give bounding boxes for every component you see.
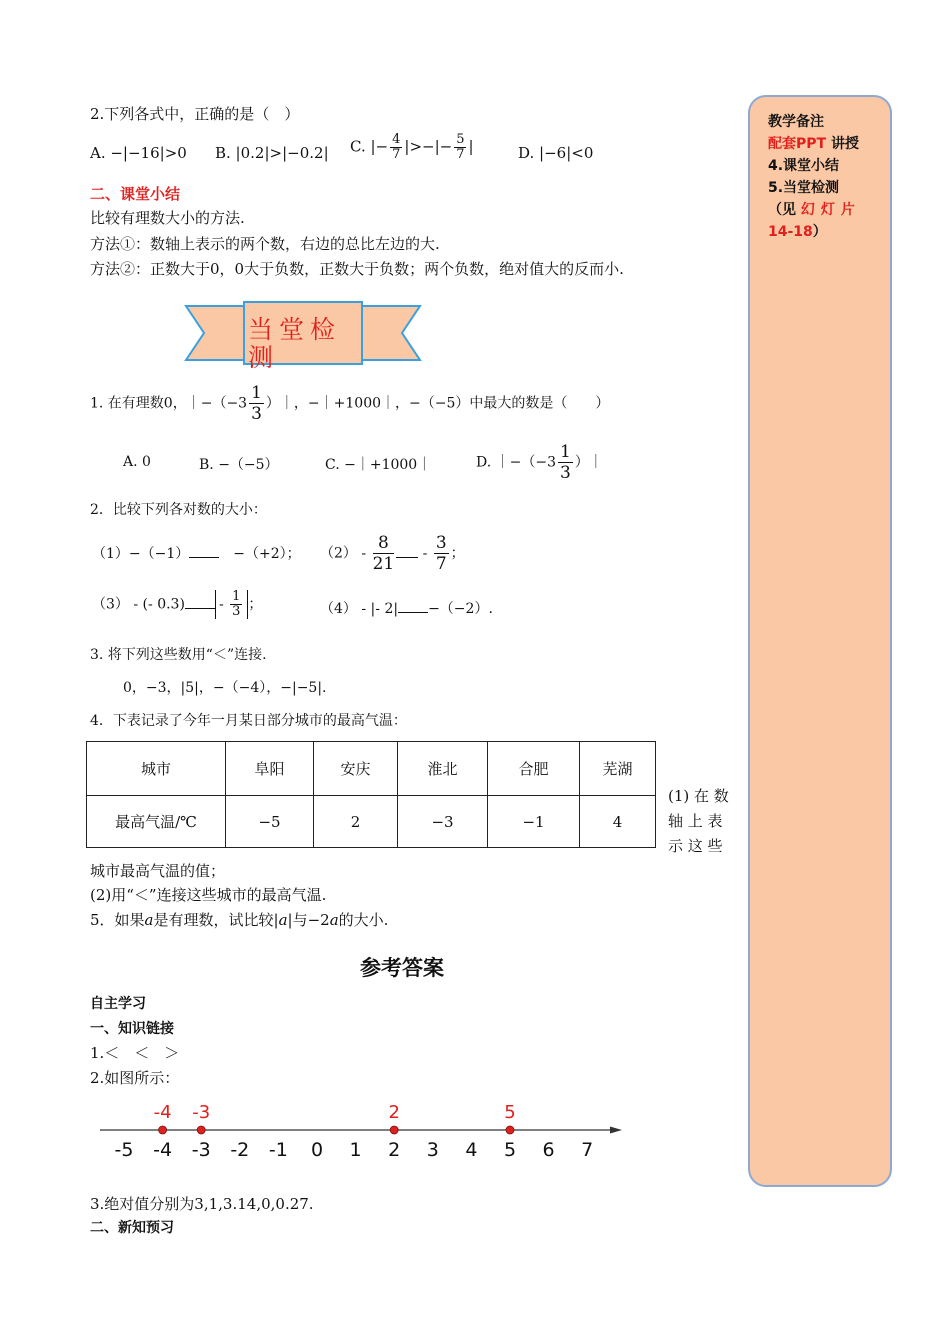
summary-heading: 二、课堂小结 (90, 185, 181, 203)
fraction-denominator: 3 (251, 404, 262, 424)
number-line-tick-label: -1 (268, 1139, 288, 1161)
number-line-point (197, 1126, 205, 1134)
test-question-2-stem: 2．比较下列各对数的大小： (90, 502, 267, 518)
question-2-stem: 2.下列各式中，正确的是（ ） (90, 105, 300, 123)
option-c-prefix: C. |− (350, 137, 389, 156)
number-line-arrow (610, 1127, 622, 1134)
test-question-3-stem: 3. 将下列这些数用“＜”连接. (90, 647, 267, 663)
q2-4-expr: - |- 2| (361, 601, 399, 617)
q2-3-expr: - (- 0.3) (133, 596, 185, 613)
test-question-1 (90, 383, 609, 424)
fraction-numerator: 4 (392, 132, 401, 147)
q1-d-prefix: D. ｜−（−3 (476, 454, 556, 471)
q5-middle: 是有理数，试比较| (153, 911, 279, 929)
test-q2-part-1 (92, 543, 301, 563)
answer-blank[interactable] (396, 545, 418, 558)
answer-blank[interactable] (185, 596, 215, 609)
table-cell: 4 (580, 796, 656, 848)
q2-3-label: （3） (92, 596, 129, 613)
q4-continuation: 城市最高气温的值； (90, 862, 226, 880)
number-line-tick-label: 7 (581, 1139, 594, 1161)
table-header-cell: 淮北 (398, 742, 488, 796)
sidebar-line-1 (768, 133, 859, 153)
q4-side-text-2: 轴 上 表 (668, 812, 723, 830)
question-2-option-a: A. −|−16|>0 (90, 144, 187, 162)
fraction-numerator: 1 (560, 442, 571, 462)
number-line-point-label: 5 (504, 1102, 516, 1123)
test-q2-part-3: （3） - (- 0.3) - $\frac{1}{3}$ ； (92, 589, 263, 619)
q2-1-right: −（+2）； (233, 546, 301, 562)
q2-2-label: （2） (320, 545, 357, 562)
table-header-cell: 安庆 (314, 742, 398, 796)
table-cell: −5 (226, 796, 314, 848)
number-line-tick-label: -5 (114, 1139, 134, 1161)
teaching-notes-sidebar (748, 95, 892, 1187)
sidebar-line-4-b: 幻灯片 (800, 202, 861, 218)
question-2-option-c (350, 133, 474, 162)
fraction-numerator: 1 (232, 589, 241, 604)
q5-variable: a (144, 911, 154, 929)
q2-4-label: （4） (320, 601, 357, 617)
fraction-denominator: 7 (435, 554, 447, 574)
test-q1-option-d (476, 442, 603, 483)
number-line-point-label: -4 (153, 1102, 172, 1123)
table-row (87, 796, 656, 848)
answers-new-knowledge: 二、新知预习 (90, 1220, 174, 1236)
number-line-tick-label: -4 (153, 1139, 173, 1161)
number-line-tick-label: 5 (503, 1139, 517, 1161)
fraction-numerator: 5 (456, 132, 465, 147)
test-q3-numbers: 0，−3，|5|，−（−4），−|−5|. (123, 680, 327, 696)
fraction-numerator: 8 (373, 533, 395, 554)
number-line-tick-label: 2 (388, 1139, 401, 1161)
fraction-denominator: 3 (560, 463, 571, 483)
table-header-cell: 合肥 (488, 742, 580, 796)
number-line-tick-label: -3 (191, 1139, 211, 1161)
fraction-numerator: 1 (251, 383, 262, 403)
q4-side-text-1: (1) 在 数 (668, 787, 729, 805)
sidebar-line-1-black: 讲授 (830, 136, 859, 152)
q5-middle-2: |与−2 (287, 911, 330, 929)
test-question-5 (90, 909, 388, 930)
question-2-option-d: D. |−6|<0 (518, 144, 594, 162)
q5-variable: a (278, 911, 288, 929)
table-cell: 2 (314, 796, 398, 848)
summary-line-3: 方法②：正数大于0，0大于负数，正数大于负数；两个负数，绝对值大的反而小. (90, 260, 624, 278)
answer-1: 1.＜ ＜ ＞ (90, 1044, 180, 1062)
option-c-middle: |>−|− (404, 137, 453, 156)
table-header-row (87, 742, 656, 796)
test-q1-option-a: A. 0 (123, 454, 151, 470)
answer-blank[interactable] (398, 600, 428, 613)
q4-side-text-3: 示 这 些 (668, 837, 723, 855)
q1-d-suffix: ）｜ (574, 454, 603, 471)
table-cell: −1 (488, 796, 580, 848)
answers-section-1: 自主学习 (90, 996, 146, 1012)
number-line-point (390, 1126, 398, 1134)
sidebar-heading: 教学备注 (768, 114, 824, 130)
q5-variable: a (329, 911, 339, 929)
number-line-point-label: 2 (388, 1102, 400, 1123)
option-c-suffix: | (468, 137, 474, 156)
number-line-tick-label: 4 (465, 1139, 478, 1161)
table-header-cell: 阜阳 (226, 742, 314, 796)
answers-title: 参考答案 (360, 955, 444, 980)
number-line-tick-label: -2 (230, 1139, 250, 1161)
q4-part-2: (2)用“＜”连接这些城市的最高气温. (90, 886, 327, 904)
q5-prefix: 5．如果 (90, 911, 145, 929)
fraction-numerator: 3 (435, 533, 447, 553)
test-q1-option-b: B. −（−5） (199, 457, 279, 473)
sidebar-line-5 (768, 221, 827, 241)
sidebar-line-5-black: ） (812, 224, 827, 240)
temperature-table (86, 741, 656, 848)
answer-2: 2.如图所示： (90, 1069, 180, 1087)
table-header-cell: 芜湖 (580, 742, 656, 796)
sidebar-line-4-a: （见 (768, 202, 796, 218)
test-q2-part-2: （2） - $\frac{8}{21}$ - $\frac{3}{7}$ ； (320, 533, 465, 574)
sidebar-line-1-red: 配套PPT (768, 136, 827, 152)
test-question-4-stem: 4．下表记录了今年一月某日部分城市的最高气温： (90, 713, 407, 729)
answers-knowledge-link: 一、知识链接 (90, 1021, 174, 1037)
banner-title: 当堂检测 (248, 315, 342, 372)
number-line-point-label: -3 (192, 1102, 211, 1123)
summary-line-1: 比较有理数大小的方法. (90, 209, 245, 227)
summary-line-2: 方法①：数轴上表示的两个数，右边的总比左边的大. (90, 235, 440, 253)
q2-4-right: −（−2）. (428, 601, 493, 617)
q1-suffix: ）｜，−｜+1000｜，−（−5）中最大的数是（ ） (265, 395, 610, 412)
sidebar-line-4 (768, 199, 861, 219)
sidebar-line-3: 5.当堂检测 (768, 180, 840, 196)
table-header-cell: 城市 (87, 742, 226, 796)
test-q2-part-4 (320, 598, 493, 618)
number-line-tick-label: 3 (426, 1139, 439, 1161)
number-line-tick-label: 1 (349, 1139, 362, 1161)
table-cell: −3 (398, 796, 488, 848)
q1-prefix: 1. 在有理数0，｜−（−3 (90, 395, 248, 412)
number-line-tick-label: 0 (310, 1139, 324, 1161)
fraction-denominator: 7 (392, 147, 401, 162)
sidebar-line-5-red: 14-18 (768, 224, 813, 240)
q2-1-left: （1）−（−1） (92, 546, 190, 562)
fraction-denominator: 7 (456, 147, 465, 162)
question-2-option-b: B. |0.2|>|−0.2| (215, 144, 329, 162)
answer-3: 3.绝对值分别为3,1,3.14,0,0.27. (90, 1195, 314, 1213)
number-line-point (159, 1126, 167, 1134)
answer-blank[interactable] (189, 545, 219, 558)
table-cell: 最高气温/℃ (87, 796, 226, 848)
fraction-denominator: 21 (372, 554, 395, 574)
number-line-tick-label: 6 (542, 1139, 555, 1161)
number-line (96, 1098, 626, 1164)
sidebar-line-2: 4.课堂小结 (768, 158, 840, 174)
number-line-point (506, 1126, 514, 1134)
q5-suffix: 的大小. (338, 911, 389, 929)
test-q1-option-c: C. −｜+1000｜ (325, 457, 432, 473)
fraction-denominator: 3 (232, 604, 241, 619)
